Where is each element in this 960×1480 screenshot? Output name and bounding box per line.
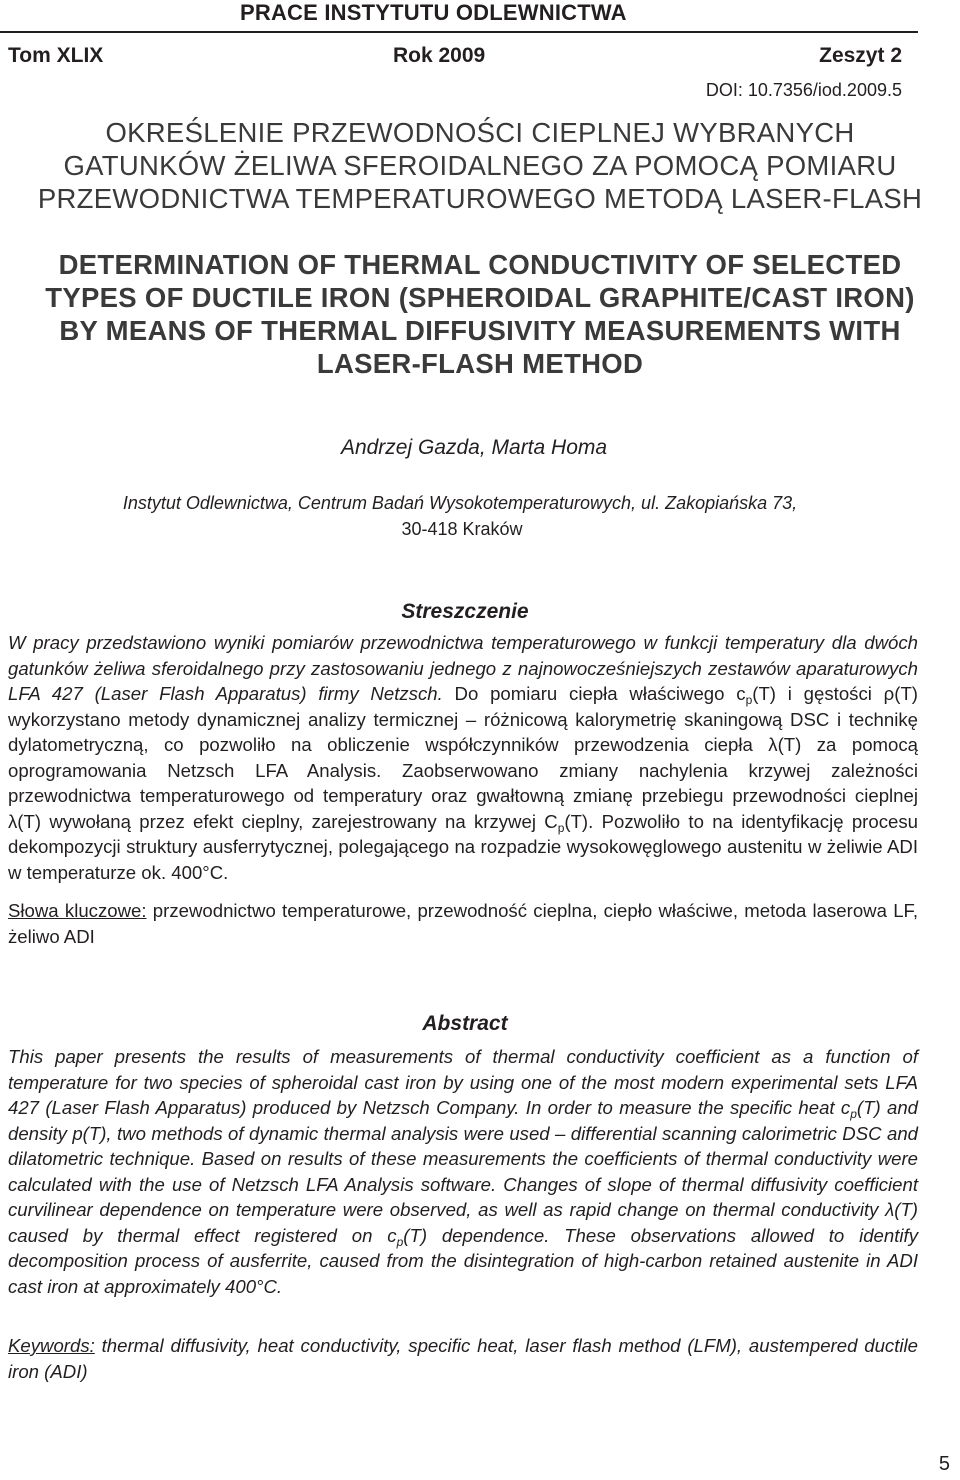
streszczenie-segment: Do pomiaru ciepła właściwego c bbox=[442, 683, 746, 704]
affiliation-line-2: 30-418 Kraków bbox=[401, 519, 523, 539]
subscript-p: p bbox=[850, 1107, 857, 1121]
streszczenie-segment: (T). Pozwoliło to na identyfikację procesu dekompozycji struktury ausferrytycznej, polegającego na rozpadzie wysokowęglowego austenitu w żeliwie ADI w temperaturze ok. 400°C. bbox=[8, 810, 918, 883]
title-pl-line: GATUNKÓW ŻELIWA SFEROIDALNEGO ZA POMOCĄ POMIARU bbox=[63, 150, 897, 181]
abstract-segment: (T) dependence. These observations allowed to identify decomposition process of ausferrite, caused from the disintegration of high-carbon retained austenite in ADI cast iron at approximately 400°C. bbox=[8, 1224, 918, 1297]
streszczenie-text bbox=[8, 683, 918, 883]
journal-title: PRACE INSTYTUTU ODLEWNICTWA bbox=[240, 0, 627, 25]
title-polish bbox=[0, 116, 960, 215]
page-number: 5 bbox=[938, 1453, 950, 1475]
issue-label: Zeszyt 2 bbox=[819, 44, 902, 67]
title-en-line: TYPES OF DUCTILE IRON (SPHEROIDAL GRAPHITE/CAST IRON) bbox=[45, 282, 915, 313]
title-english bbox=[0, 248, 960, 380]
subscript-p: p bbox=[396, 1234, 404, 1249]
title-en-line: BY MEANS OF THERMAL DIFFUSIVITY MEASUREMENTS WITH bbox=[59, 315, 901, 346]
abstract-body bbox=[8, 1044, 918, 1299]
doi-link[interactable]: DOI: 10.7356/iod.2009.5 bbox=[705, 80, 902, 100]
abstract-segment: (T) and density p(T), two methods of dynamic thermal analysis were used – differential scanning calorimetric DSC and dilatometric technique. Based on results of these measurements the coefficients of thermal conductivity were calculated with the use of Netzsch LFA Analysis software. Changes of slope of thermal diffusivity coefficient curvilinear dependence on temperature were observed, as well as rapid change on thermal conductivity λ(T) caused by thermal effect registered on c bbox=[8, 1097, 919, 1246]
title-en-line: DETERMINATION OF THERMAL CONDUCTIVITY OF SELECTED bbox=[58, 249, 902, 280]
authors: Andrzej Gazda, Marta Homa bbox=[340, 436, 608, 459]
abstract-segment: This paper presents the results of measurements of thermal conductivity coefficient as a function of temperature for two species of spheroidal cast iron by using one of the most modern experimental sets LFA 427 (Laser Flash Apparatus) produced by Netzsch Company. In order to measure the specific heat c bbox=[8, 1046, 918, 1118]
streszczenie-heading: Streszczenie bbox=[401, 600, 529, 623]
keywords-polish bbox=[8, 898, 918, 949]
keywords-english bbox=[8, 1333, 918, 1384]
streszczenie-segment: (T) i gęstości ρ(T) wykorzystano metody dynamicznej analizy termicznej – różnicową kalorymetrię skaningową DSC i technikę dylatometryczną, co pozwoliło na obliczenie współczynników przewodzenia ciepła λ(T) za pomocą oprogramowania Netzsch LFA Analysis. Zaobserwowano zmiany nachylenia krzywej zależności przewodnictwa temperaturowego od temperatury oraz gwałtowną zmianę przebiegu przewodności cieplnej λ(T) wywołaną przez efekt cieplny, zarejestrowany na krzywej C bbox=[8, 683, 918, 832]
abstract-heading: Abstract bbox=[422, 1012, 508, 1035]
keywords-pl-label: Słowa kluczowe: bbox=[8, 900, 147, 921]
volume-label: Tom XLIX bbox=[8, 44, 104, 67]
keywords-en-text: thermal diffusivity, heat conductivity, specific heat, laser flash method (LFM), austempered ductile iron (ADI) bbox=[8, 1335, 918, 1382]
title-en-line: LASER-FLASH METHOD bbox=[316, 348, 644, 379]
affiliation-line-1: Instytut Odlewnictwa, Centrum Badań Wysokotemperaturowych, ul. Zakopiańska 73, bbox=[122, 493, 798, 513]
streszczenie-body bbox=[8, 630, 918, 885]
streszczenie-italic: W pracy przedstawiono wyniki pomiarów przewodnictwa temperaturowego w funkcji temperatury dla dwóch gatunków żeliwa sferoidalnego przy zastosowaniu jednego z najnowocześniejszych zestawów aparaturowych LFA 427 (Laser Flash Apparatus) firmy Netzsch. bbox=[8, 632, 918, 704]
year-label: Rok 2009 bbox=[393, 44, 486, 67]
subscript-p: p bbox=[557, 820, 565, 835]
keywords-en-label: Keywords: bbox=[8, 1335, 95, 1356]
title-pl-line: OKREŚLENIE PRZEWODNOŚCI CIEPLNEJ WYBRANYCH bbox=[105, 117, 855, 148]
keywords-pl-text: przewodnictwo temperaturowe, przewodność cieplna, ciepło właściwe, metoda laserowa LF, żeliwo ADI bbox=[8, 900, 919, 947]
header-rule bbox=[0, 31, 918, 33]
title-pl-line: PRZEWODNICTWA TEMPERATUROWEGO METODĄ LASER-FLASH bbox=[37, 183, 923, 214]
subscript-p: p bbox=[745, 693, 753, 707]
